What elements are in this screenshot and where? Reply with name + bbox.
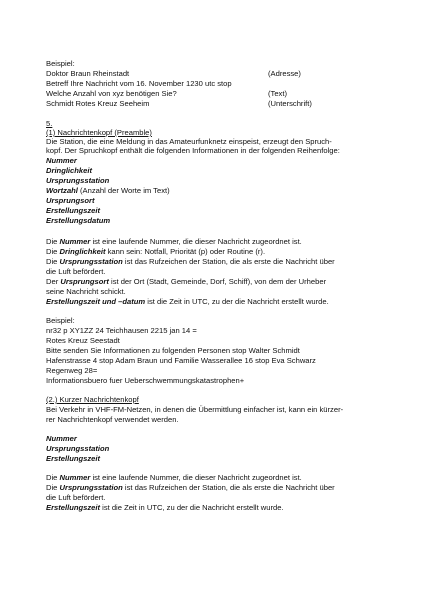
example-line: Hafenstrasse 4 stop Adam Braun und Familie Wasserallee 16 stop Eva Schwarz <box>46 356 316 365</box>
example-line: Betreff Ihre Nachricht vom 16. November 1230 utc stop <box>46 79 232 88</box>
field-dringlichkeit: Dringlichkeit <box>46 166 92 175</box>
field-erstellungszeit: Erstellungszeit <box>46 454 101 463</box>
paragraph-line: seine Nachricht schickt. <box>46 287 126 296</box>
example-label: Beispiel: <box>46 59 75 68</box>
field-wortzahl-note: (Anzahl der Worte im Text) <box>77 186 170 195</box>
field-ursprungsstation: Ursprungsstation <box>46 176 110 185</box>
example-line: Rotes Kreuz Seestadt <box>46 336 120 345</box>
paragraph-line <box>46 237 302 246</box>
example-note: (Text) <box>268 89 287 98</box>
example-line: Schmidt Rotes Kreuz Seeheim <box>46 99 150 108</box>
text-run: ist eine laufende Nummer, die dieser Nachricht zugeordnet ist. <box>90 473 302 482</box>
example-label: Beispiel: <box>46 316 75 325</box>
paragraph-line <box>46 503 284 512</box>
term: Nummer <box>59 237 91 246</box>
field-nummer: Nummer <box>46 156 77 165</box>
text-run: ist die Zeit in UTC, zu der die Nachricht erstellt wurde. <box>100 503 284 512</box>
text-run: ist der Ort (Stadt, Gemeinde, Dorf, Schiff), von dem der Urheber <box>108 277 327 286</box>
example-note: (Unterschrift) <box>268 99 312 108</box>
text-run: Die <box>46 247 60 256</box>
paragraph-line <box>46 257 335 266</box>
field-ursprungsstation: Ursprungsstation <box>46 444 110 453</box>
term: Ursprungsort <box>60 277 109 286</box>
paragraph-line: die Luft befördert. <box>46 267 106 276</box>
example-line: Doktor Braun Rheinstadt <box>46 69 130 78</box>
field-wortzahl: Wortzahl <box>46 186 78 195</box>
section-number: 5. <box>46 119 53 128</box>
paragraph-line <box>46 247 265 256</box>
example-line: nr32 p XY1ZZ 24 Teichhausen 2215 jan 14 = <box>46 326 197 335</box>
term: Ursprungsstation <box>59 257 123 266</box>
field-ursprungsort: Ursprungsort <box>46 196 95 205</box>
text-run: Die <box>46 483 60 492</box>
paragraph-line: kopf. Der Spruchkopf enthält die folgenden Informationen in der folgenden Reihenfolge: <box>46 146 340 155</box>
example-note: (Adresse) <box>268 69 301 78</box>
paragraph-line: Die Station, die eine Meldung in das Amateurfunknetz einspeist, erzeugt den Spruch- <box>46 137 332 146</box>
paragraph-line: die Luft befördert. <box>46 493 106 502</box>
term: Erstellungszeit <box>46 503 101 512</box>
paragraph-line <box>46 483 335 492</box>
text-run: Die <box>46 473 60 482</box>
example-line: Welche Anzahl von xyz benötigen Sie? <box>46 89 177 98</box>
text-run: Die <box>46 257 60 266</box>
text-run: kann sein: Notfall, Priorität (p) oder Routine (r). <box>105 247 266 256</box>
field-erstellungsdatum: Erstellungsdatum <box>46 216 111 225</box>
paragraph-line: Bei Verkehr in VHF-FM-Netzen, in denen die Übermittlung einfacher ist, kann ein kürzer- <box>46 405 344 414</box>
term: Erstellungszeit und –datum <box>46 297 146 306</box>
example-line: Bitte senden Sie Informationen zu folgenden Personen stop Walter Schmidt <box>46 346 300 355</box>
example-line: Informationsbuero fuer Ueberschwemmungskatastrophen+ <box>46 376 245 385</box>
example-line: Regenweg 28= <box>46 366 98 375</box>
section-heading: (2.) Kurzer Nachrichtenkopf <box>46 395 139 404</box>
text-run: ist das Rufzeichen der Station, die als erste die Nachricht über <box>122 257 335 266</box>
paragraph-line <box>46 277 326 286</box>
paragraph-line <box>46 297 329 306</box>
text-run: Die <box>46 237 60 246</box>
term: Ursprungsstation <box>59 483 123 492</box>
text-run: ist die Zeit in UTC, zu der die Nachricht erstellt wurde. <box>145 297 329 306</box>
text-run: Der <box>46 277 61 286</box>
paragraph-line <box>46 473 302 482</box>
field-nummer: Nummer <box>46 434 77 443</box>
section-heading: (1) Nachrichtenkopf (Preamble) <box>46 128 152 137</box>
text-run: ist eine laufende Nummer, die dieser Nachricht zugeordnet ist. <box>90 237 302 246</box>
text-run: ist das Rufzeichen der Station, die als erste die Nachricht über <box>122 483 335 492</box>
term: Dringlichkeit <box>59 247 106 256</box>
field-erstellungszeit: Erstellungszeit <box>46 206 101 215</box>
field-wortzahl-line <box>46 186 170 195</box>
term: Nummer <box>59 473 91 482</box>
paragraph-line: rer Nachrichtenkopf verwendet werden. <box>46 415 179 424</box>
